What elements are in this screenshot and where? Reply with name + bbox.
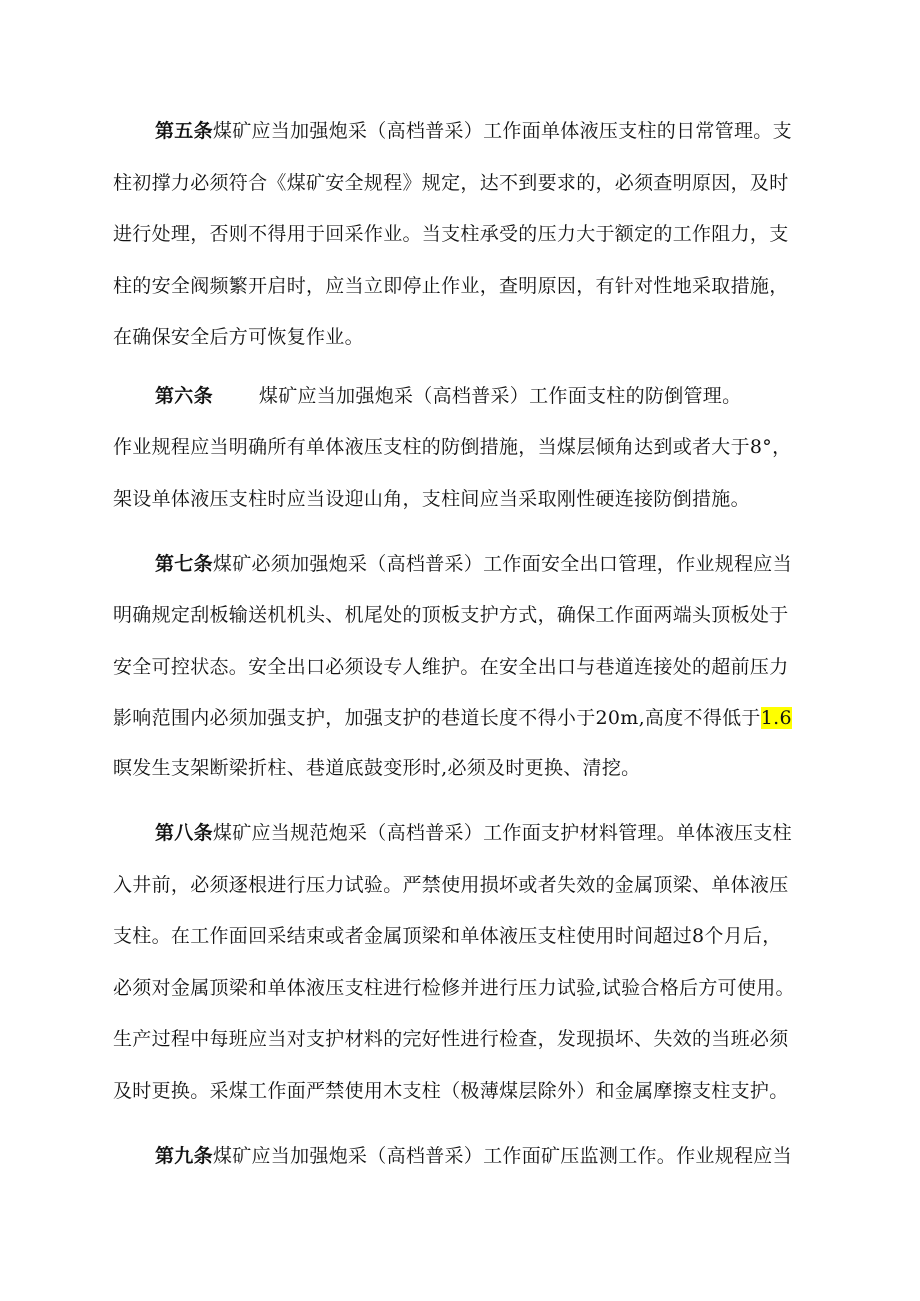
article-7-text: 煤矿必须加强炮采（高档普采）工作面安全出口管理，作业规程应当 <box>212 553 792 575</box>
article-6-text: 煤矿应当加强炮采（高档普采）工作面支柱的防倒管理。 <box>258 385 742 407</box>
article-9-line-1 <box>155 1138 815 1174</box>
article-5-heading: 第五条 <box>155 120 213 142</box>
article-8-line-4: 必须对金属顶梁和单体液压支柱进行检修并进行压力试验,试验合格后方可使用。 <box>113 977 795 999</box>
highlighted-value: 1.6 <box>760 707 792 729</box>
article-8-text: 煤矿应当规范炮采（高档普采）工作面支护材料管理。单体液压支柱 <box>212 822 792 844</box>
article-8-line-5: 生产过程中每班应当对支护材料的完好性进行检查，发现损坏、失效的当班必须 <box>113 1028 789 1050</box>
article-9-text: 煤矿应当加强炮采（高档普采）工作面矿压监测工作。作业规程应当 <box>212 1145 792 1167</box>
article-5-line-4: 柱的安全阀频繁开启时，应当立即停止作业，查明原因，有针对性地采取措施， <box>113 275 789 297</box>
article-7-text-4: 影响范围内必须加强支护，加强支护的巷道长度不得小于20m,高度不得低于 <box>113 707 761 729</box>
article-7-line-4 <box>113 700 813 736</box>
article-6-line-2: 作业规程应当明确所有单体液压支柱的防倒措施，当煤层倾角达到或者大于8°， <box>113 436 792 458</box>
article-5-text: 煤矿应当加强炮采（高档普采）工作面单体液压支柱的日常管理。支 <box>212 120 792 142</box>
article-8-heading: 第八条 <box>155 822 213 844</box>
article-5-line-5: 在确保安全后方可恢复作业。 <box>113 326 364 348</box>
article-8-line-6: 及时更换。采煤工作面严禁使用木支柱（极薄煤层除外）和金属摩擦支柱支护。 <box>113 1080 789 1102</box>
article-8-line-3: 支柱。在工作面回采结束或者金属顶梁和单体液压支柱使用时间超过8个月后， <box>113 925 782 947</box>
article-7-line-1 <box>155 546 815 582</box>
article-6-line-1 <box>155 378 815 414</box>
article-7-line-2: 明确规定刮板输送机机头、机尾处的顶板支护方式，确保工作面两端头顶板处于 <box>113 604 789 626</box>
article-5-line-3: 进行处理，否则不得用于回采作业。当支柱承受的压力大于额定的工作阻力，支 <box>113 223 789 245</box>
article-5-line-1 <box>155 113 815 149</box>
article-5-line-2: 柱初撑力必须符合《煤矿安全规程》规定，达不到要求的，必须查明原因，及时 <box>113 172 789 194</box>
article-7-heading: 第七条 <box>155 553 213 575</box>
article-8-line-2: 入井前，必须逐根进行压力试验。严禁使用损坏或者失效的金属顶梁、单体液压 <box>113 874 789 896</box>
article-9-heading: 第九条 <box>155 1145 213 1167</box>
article-7-line-5: 暝发生支架断梁折柱、巷道底鼓变形时,必须及时更换、清挖。 <box>113 757 641 779</box>
article-7-line-3: 安全可控状态。安全出口必须设专人维护。在安全出口与巷道连接处的超前压力 <box>113 656 789 678</box>
article-8-line-1 <box>155 815 815 851</box>
article-6-line-3: 架设单体液压支柱时应当设迎山角，支柱间应当采取刚性硬连接防倒措施。 <box>113 488 750 510</box>
article-6-heading: 第六条 <box>155 385 213 407</box>
